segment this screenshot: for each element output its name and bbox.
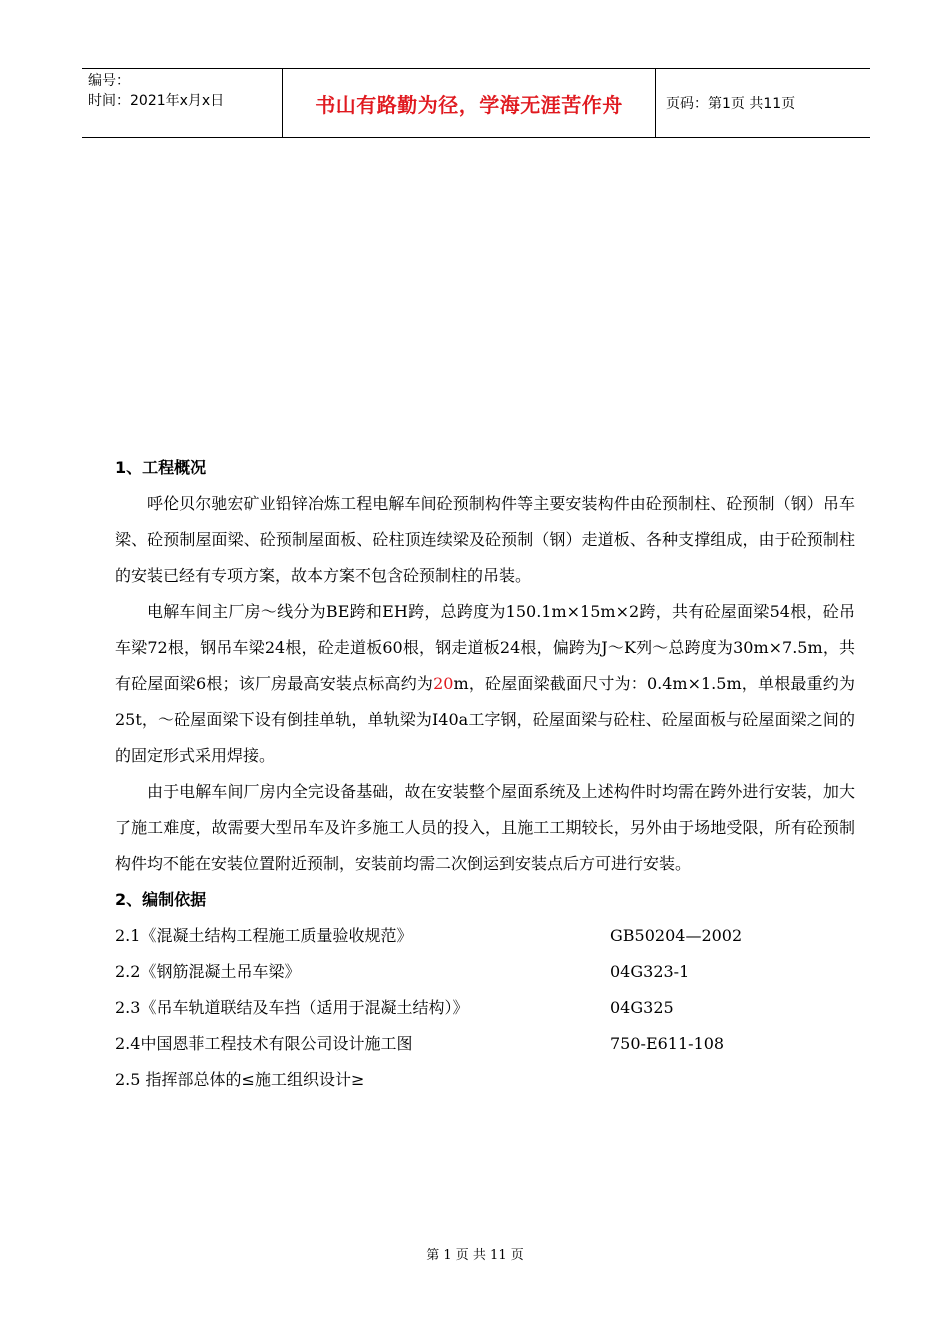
page-footer-number: 第 1 页 共 11 页 [426, 1248, 524, 1263]
header-page-number: 页码：第1页 共11页 [666, 96, 796, 112]
document-number-label: 编号： [88, 73, 130, 89]
header-motto: 书山有路勤为径，学海无涯苦作舟 [282, 69, 656, 137]
reference-code: 750-E611-108 [610, 1034, 725, 1053]
reference-code: 04G323-1 [610, 962, 690, 981]
overview-paragraph-1: 呼伦贝尔驰宏矿业铅锌冶炼工程电解车间砼预制构件等主要安装构件由砼预制柱、砼预制（钢）吊车梁、砼预制屋面梁、砼预制屋面板、砼柱顶连续梁及砼预制（钢）走道板、各种支撑组成，由于砼预制柱的安装已经有专项方案，故本方案不包含砼预制柱的吊装。 [115, 494, 855, 585]
overview-paragraph-2 [115, 594, 855, 774]
overview-paragraph-2-text-a: 电解车间主厂房～线分为BE跨和EH跨，总跨度为150.1m×15m×2跨，共有砼屋面梁54根，砼吊车梁72根，钢吊车梁24根，砼走道板60根，钢走道板24根，偏跨为J～K列～总跨度为30m×7.5m，共有砼屋面梁6根；该厂房最高安装点标高约为 [115, 602, 855, 693]
reference-code: 04G325 [610, 998, 674, 1017]
reference-code: GB50204—2002 [610, 926, 743, 945]
height-value-highlight: 20 [433, 674, 454, 693]
reference-item [115, 918, 855, 954]
reference-item [115, 1062, 855, 1098]
header-meta [82, 69, 282, 137]
reference-title: 2.4中国恩菲工程技术有限公司设计施工图 [115, 1034, 413, 1053]
section-title-overview: 1、工程概况 [115, 458, 207, 477]
reference-title: 2.1《混凝土结构工程施工质量验收规范》 [115, 926, 413, 945]
document-date: 时间：2021年x月x日 [88, 93, 225, 109]
document-body [115, 450, 855, 1098]
overview-paragraph-3: 由于电解车间厂房内全完设备基础，故在安装整个屋面系统及上述构件时均需在跨外进行安装，加大了施工难度，故需要大型吊车及许多施工人员的投入，且施工工期较长，另外由于场地受限，所有砼预制构件均不能在安装位置附近预制，安装前均需二次倒运到安装点后方可进行安装。 [115, 782, 855, 873]
reference-code [610, 1062, 855, 1098]
page-header [82, 68, 870, 138]
overview-paragraph-2-text-b: m，砼屋面梁截面尺寸为：0.4m×1.5m，单根最重约为25t，～砼屋面梁下设有倒挂单轨，单轨梁为I40a工字钢，砼屋面梁与砼柱、砼屋面板与砼屋面梁之间的的固定形式采用焊接。 [115, 674, 855, 765]
reference-title: 2.2《钢筋混凝土吊车梁》 [115, 962, 301, 981]
reference-title: 2.3《吊车轨道联结及车挡（适用于混凝土结构）》 [115, 998, 469, 1017]
reference-item [115, 954, 855, 990]
reference-item [115, 1026, 855, 1062]
section-title-basis: 2、编制依据 [115, 890, 207, 909]
reference-item [115, 990, 855, 1026]
reference-title: 2.5 指挥部总体的≤施工组织设计≥ [115, 1070, 365, 1089]
